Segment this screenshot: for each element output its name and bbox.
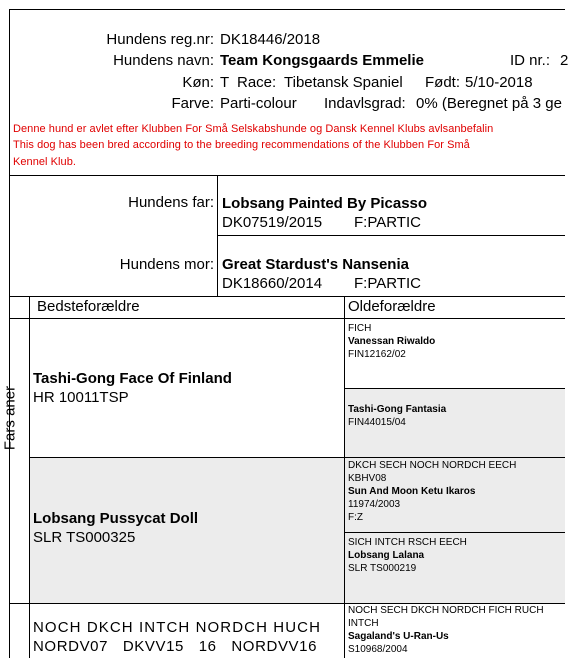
father-reg: DK07519/2015 [222,214,323,231]
mother-color: F:PARTIC [354,275,421,292]
mother-name: Great Stardust's Nansenia [222,256,409,273]
divider-notice [9,175,565,176]
grandparent-3-titles-1: NOCH DKCH INTCH NORDCH HUCH [33,619,322,636]
father-name: Lobsang Painted By Picasso [222,195,428,212]
great-grandparent-3 [345,458,565,532]
ggp-5-reg: S10968/2004 [348,644,408,655]
ggp-2-reg: FIN44015/04 [348,417,406,428]
father-color: F:PARTIC [354,214,421,231]
inbreeding-label: Indavlsgrad: [324,95,406,112]
name-label: Hundens navn: [113,52,214,69]
ggp-4-reg: SLR TS000219 [348,563,417,574]
grandparent-1-reg: HR 10011TSP [33,389,129,406]
col-grandparents-header: Bedsteforældre [37,298,140,315]
grandparent-3-titles-2: NORDV07 DKVV15 16 NORDVV16 [33,638,318,655]
frame-top [9,9,565,10]
mother-label: Hundens mor: [119,256,214,273]
ggp-5-titles: NOCH SECH DKCH NORDCH FICH RUCH [348,605,544,616]
grandparent-3 [30,604,344,658]
color-value: Parti-colour [220,95,297,112]
ggp-3-titles: DKCH SECH NOCH NORDCH EECH [348,460,517,471]
notice-line-1: Denne hund er avlet efter Klubben For Små Selskabshunde og Dansk Kennel Klubs avlsanbefalin [13,123,494,135]
grandparent-2-name: Lobsang Pussycat Doll [33,510,199,527]
great-grandparent-4 [345,533,565,603]
ggp-2-name: Tashi-Gong Fantasia [348,404,447,415]
ggp-5-extra: INTCH [348,618,379,629]
mother-reg: DK18660/2014 [222,275,323,292]
grandparent-2-reg: SLR TS000325 [33,529,136,546]
great-grandparent-5 [345,604,565,658]
inbreeding-value: 0% (Beregnet på 3 ge [416,95,562,112]
reg-value: DK18446/2018 [220,31,321,48]
father-label: Hundens far: [128,194,214,211]
reg-label: Hundens reg.nr: [106,31,214,48]
divider-father [217,235,565,236]
sex-label: Køn: [182,74,214,91]
ggp-3-extra: KBHV08 [348,473,387,484]
id-value: 2 [560,52,568,69]
table-top [9,296,565,297]
race-value: Tibetansk Spaniel [284,74,403,91]
ggp-1-titles: FICH [348,323,372,334]
id-label: ID nr.: [510,52,551,69]
side-label: Fars aner [1,385,19,451]
notice-line-3: Kennel Klub. [13,156,76,168]
sex-value: T [220,74,230,91]
ggp-3-color: F:Z [348,512,363,523]
grandparent-2 [30,458,344,603]
ggp-5-name: Sagaland's U-Ran-Us [348,631,449,642]
ggp-1-reg: FIN12162/02 [348,349,406,360]
great-grandparent-2 [345,389,565,457]
ggp-4-name: Lobsang Lalana [348,550,425,561]
ggp-4-titles: SICH INTCH RSCH EECH [348,537,467,548]
name-value: Team Kongsgaards Emmelie [220,52,424,69]
color-label: Farve: [171,95,214,112]
ggp-3-reg: 11974/2003 [348,499,401,510]
notice-line-2: This dog has been bred according to the breeding recommendations of the Klubben For Små [13,139,470,151]
race-label: Race: [237,74,277,91]
born-value: 5/10-2018 [465,74,533,91]
parents-col-divider [217,175,218,297]
ggp-3-name: Sun And Moon Ketu Ikaros [348,486,476,497]
grandparent-1 [30,319,344,457]
col-greatgrandparents-header: Oldeforældre [348,298,436,315]
ggp-1-name: Vanessan Riwaldo [348,336,436,347]
grandparent-1-name: Tashi-Gong Face Of Finland [33,370,232,387]
born-label: Født: [425,74,461,91]
great-grandparent-1 [345,319,565,388]
frame-left [9,9,10,658]
